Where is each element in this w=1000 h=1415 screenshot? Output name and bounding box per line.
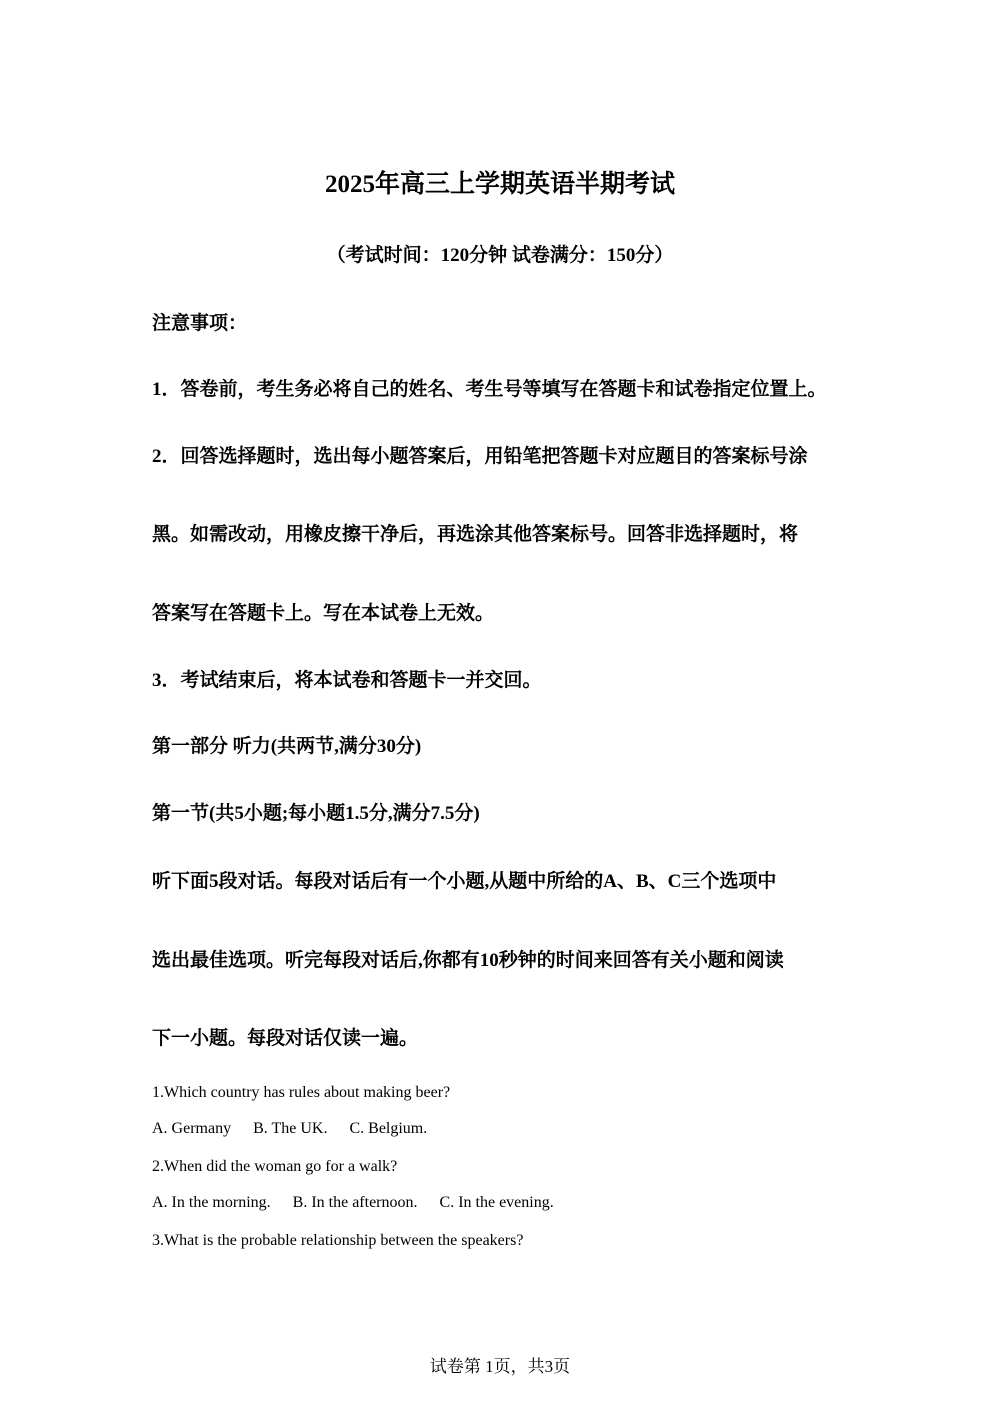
notice-line-3: 黑。如需改动，用橡皮擦干净后，再选涂其他答案标号。回答非选择题时，将 bbox=[152, 524, 799, 545]
notice-heading: 注意事项： bbox=[152, 313, 248, 334]
notice-line-5: 3．考试结束后，将本试卷和答题卡一并交回。 bbox=[152, 670, 542, 691]
notice-line-2: 2．回答选择题时，选出每小题答案后，用铅笔把答题卡对应题目的答案标号涂 bbox=[152, 446, 808, 467]
option-c: C. In the evening. bbox=[439, 1194, 554, 1211]
question-1: 1.Which country has rules about making beer? bbox=[152, 1084, 451, 1101]
option-b: B. The UK. bbox=[253, 1120, 328, 1137]
instruction-line-2: 选出最佳选项。听完每段对话后,你都有10秒钟的时间来回答有关小题和阅读 bbox=[152, 950, 784, 971]
notice-line-4: 答案写在答题卡上。写在本试卷上无效。 bbox=[152, 603, 495, 624]
part1-heading: 第一部分 听力(共两节,满分30分) bbox=[152, 736, 422, 757]
question-1-options bbox=[152, 1117, 427, 1141]
option-a: A. In the morning. bbox=[152, 1194, 271, 1211]
question-2-options bbox=[152, 1191, 554, 1215]
option-b: B. In the afternoon. bbox=[292, 1194, 418, 1211]
instruction-line-3: 下一小题。每段对话仅读一遍。 bbox=[152, 1028, 419, 1049]
exam-subtitle: （考试时间：120分钟 试卷满分：150分） bbox=[326, 245, 674, 266]
option-c: C. Belgium. bbox=[349, 1120, 428, 1137]
page-footer: 试卷第 1页，共3页 bbox=[429, 1357, 571, 1376]
question-3: 3.What is the probable relationship between the speakers? bbox=[152, 1232, 524, 1249]
notice-line-1: 1．答卷前，考生务必将自己的姓名、考生号等填写在答题卡和试卷指定位置上。 bbox=[152, 379, 827, 400]
instruction-line-1: 听下面5段对话。每段对话后有一个小题,从题中所给的A、B、C三个选项中 bbox=[152, 871, 777, 892]
option-a: A. Germany bbox=[152, 1120, 232, 1137]
question-2: 2.When did the woman go for a walk? bbox=[152, 1158, 398, 1175]
section1-heading: 第一节(共5小题;每小题1.5分,满分7.5分) bbox=[152, 803, 480, 824]
exam-title: 2025年高三上学期英语半期考试 bbox=[324, 171, 675, 198]
